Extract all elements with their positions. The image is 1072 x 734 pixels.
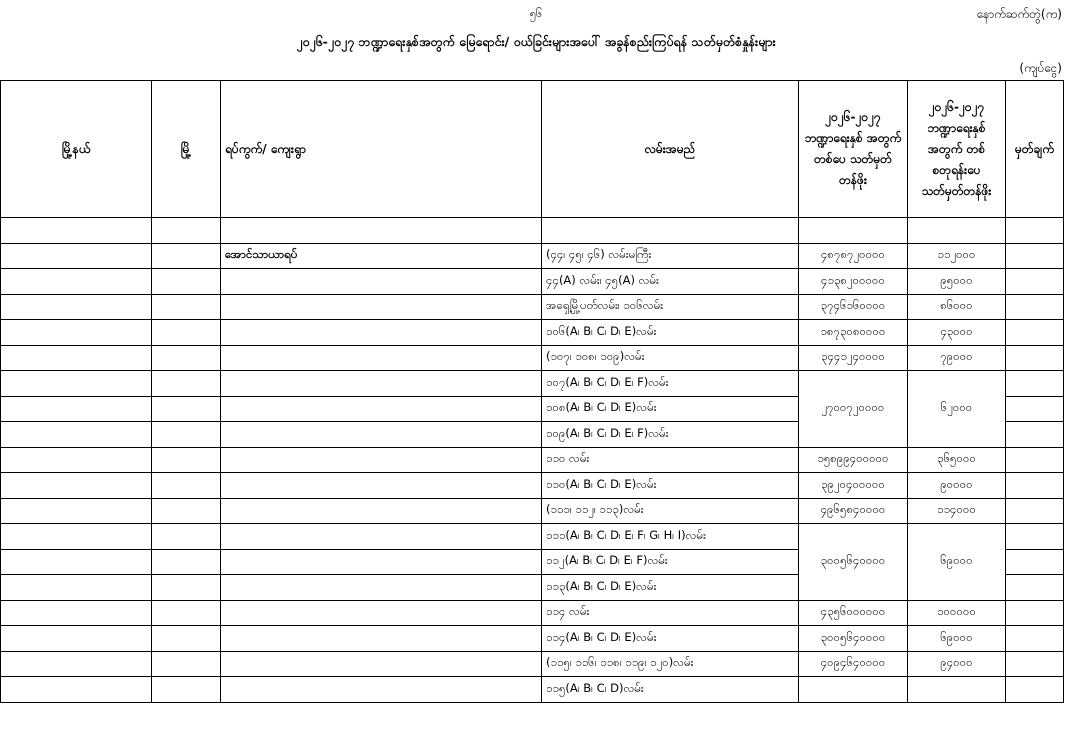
value-cell: ၄၃၀၀၀	[908, 320, 1006, 346]
district-cell	[1, 549, 152, 575]
value-cell: ၉၅၀၀၀	[908, 269, 1006, 295]
remarks-cell	[1006, 524, 1064, 550]
value-cell: ၆၉၀၀၀	[908, 626, 1006, 652]
value-cell: ၂၇၀၀၇၂၀၀၀၀	[799, 371, 908, 448]
street-cell: ၁၁၀(A၊ B၊ C၊ D၊ E)လမ်း	[542, 473, 799, 499]
remarks-cell	[1006, 549, 1064, 575]
ward-cell	[221, 651, 542, 677]
value-cell: ၃၄၄၁၂၄၀၀၀၀	[799, 345, 908, 371]
ward-cell	[221, 396, 542, 422]
ward-cell	[221, 575, 542, 601]
ward-cell	[221, 269, 542, 295]
street-cell: ၁၁၀ လမ်း	[542, 447, 799, 473]
value-cell: ၄၁၃၈၂၀၀၀၀၀	[799, 269, 908, 295]
ward-cell	[221, 498, 542, 524]
table-row	[1, 294, 1064, 320]
table-row	[1, 651, 1064, 677]
value-cell	[799, 218, 908, 244]
town-cell	[152, 473, 221, 499]
town-cell	[152, 345, 221, 371]
remarks-cell	[1006, 498, 1064, 524]
town-cell	[152, 269, 221, 295]
ward-cell	[221, 422, 542, 448]
district-cell	[1, 600, 152, 626]
street-cell: ၄၄(A) လမ်း၊ ၄၅(A) လမ်း	[542, 269, 799, 295]
ward-cell	[221, 549, 542, 575]
ward-name-cell: အောင်သာယာရပ်	[221, 243, 542, 269]
ward-cell	[221, 524, 542, 550]
ward-cell	[221, 294, 542, 320]
street-cell: (၄၄၊ ၄၅၊ ၄၆) လမ်းမကြီး	[542, 243, 799, 269]
town-cell	[152, 218, 221, 244]
ward-cell	[221, 371, 542, 397]
value-cell: ၇၉၀၀၀	[908, 345, 1006, 371]
ward-cell	[221, 600, 542, 626]
town-cell	[152, 600, 221, 626]
district-cell	[1, 243, 152, 269]
value-cell: ၁၀၀၀၀၀	[908, 600, 1006, 626]
header-town: မြို့	[152, 81, 221, 218]
street-cell: ၁၀၆(A၊ B၊ C၊ D၊ E)လမ်း	[542, 320, 799, 346]
remarks-cell	[1006, 626, 1064, 652]
value-cell: ၄၃၅၆၀၀၀၀၀၀	[799, 600, 908, 626]
district-cell	[1, 320, 152, 346]
header-remarks: မှတ်ချက်	[1006, 81, 1064, 218]
value-cell: ၁၅၈၉၉၄၀၀၀၀၀	[799, 447, 908, 473]
header-district: မြို့နယ်	[1, 81, 152, 218]
district-cell	[1, 422, 152, 448]
district-cell	[1, 473, 152, 499]
street-cell: ၁၁၅(A၊ B၊ C၊ D)လမ်း	[542, 677, 799, 703]
value-cell: ၉၄၀၀၀	[908, 651, 1006, 677]
street-cell: အရှေ့မြို့ပတ်လမ်း၊ ၁၀၆လမ်း	[542, 294, 799, 320]
district-cell	[1, 269, 152, 295]
ward-cell	[221, 320, 542, 346]
remarks-cell	[1006, 320, 1064, 346]
street-cell: ၁၁၂(A၊ B၊ C၊ D၊ E၊ F)လမ်း	[542, 549, 799, 575]
value-cell: ၁၁၂၀၀၀	[908, 243, 1006, 269]
ward-cell	[221, 473, 542, 499]
town-cell	[152, 320, 221, 346]
street-cell: ၁၁၄ လမ်း	[542, 600, 799, 626]
table-row	[1, 345, 1064, 371]
table-row	[1, 626, 1064, 652]
town-cell	[152, 243, 221, 269]
header-value-per-sqft: ၂၀၂၆-၂၀၂၇ ဘဏ္ဍာရေးနှစ် အတွက် တစ်ပေ သတ်မှတ်တန်ဖိုး	[799, 81, 908, 218]
district-cell	[1, 294, 152, 320]
value-cell	[908, 218, 1006, 244]
remarks-cell	[1006, 396, 1064, 422]
street-cell: ၁၁၄(A၊ B၊ C၊ D၊ E)လမ်း	[542, 626, 799, 652]
table-row	[1, 677, 1064, 703]
value-cell	[908, 677, 1006, 703]
street-cell	[542, 218, 799, 244]
value-cell: ၃၆၅၀၀၀	[908, 447, 1006, 473]
table-row	[1, 447, 1064, 473]
remarks-cell	[1006, 371, 1064, 397]
town-cell	[152, 524, 221, 550]
remarks-cell	[1006, 473, 1064, 499]
district-cell	[1, 447, 152, 473]
street-cell: ၁၀၈(A၊ B၊ C၊ D၊ E)လမ်း	[542, 396, 799, 422]
street-cell: (၁၁၅၊ ၁၁၆၊ ၁၁၈၊ ၁၁၉၊ ၁၂၀)လမ်း	[542, 651, 799, 677]
district-cell	[1, 371, 152, 397]
town-cell	[152, 294, 221, 320]
district-cell	[1, 498, 152, 524]
value-cell: ၆၉၀၀၀	[908, 524, 1006, 601]
remarks-cell	[1006, 575, 1064, 601]
district-cell	[1, 677, 152, 703]
ward-cell	[221, 218, 542, 244]
street-cell: (၁၀၇၊ ၁၀၈၊ ၁၀၉)လမ်း	[542, 345, 799, 371]
table-row	[1, 218, 1064, 244]
value-cell	[799, 677, 908, 703]
page-number: ၅၆	[529, 7, 543, 20]
street-cell: ၁၀၉(A၊ B၊ C၊ D၊ E၊ F)လမ်း	[542, 422, 799, 448]
district-cell	[1, 651, 152, 677]
remarks-cell	[1006, 269, 1064, 295]
district-cell	[1, 524, 152, 550]
value-cell: ၃၇၄၆၁၆၀၀၀၀	[799, 294, 908, 320]
town-cell	[152, 677, 221, 703]
district-cell	[1, 626, 152, 652]
district-cell	[1, 575, 152, 601]
town-cell	[152, 498, 221, 524]
remarks-cell	[1006, 600, 1064, 626]
value-cell: ၈၆၀၀၀	[908, 294, 1006, 320]
table-row	[1, 243, 1064, 269]
value-cell: ၄၈၇၈၇၂၀၀၀၀	[799, 243, 908, 269]
annex-label: နောက်ဆက်တွဲ(က)	[976, 7, 1062, 21]
remarks-cell	[1006, 651, 1064, 677]
street-cell: ၁၁၁(A၊ B၊ C၊ D၊ E၊ F၊ G၊ H၊ I)လမ်း	[542, 524, 799, 550]
ward-cell	[221, 447, 542, 473]
district-cell	[1, 218, 152, 244]
table-row	[1, 371, 1064, 397]
street-cell: (၁၁၁၊ ၁၁၂၊ ၁၁၃)လမ်း	[542, 498, 799, 524]
header-value-per-sqyd: ၂၀၂၆-၂၀၂၇ ဘဏ္ဍာရေးနှစ် အတွက် တစ်စတုရန်းပေ သတ်မှတ်တန်ဖိုး	[908, 81, 1006, 218]
value-cell: ၉၀၀၀၀	[908, 473, 1006, 499]
ward-cell	[221, 677, 542, 703]
document-title: ၂၀၂၆-၂၀၂၇ ဘဏ္ဍာရေးနှစ်အတွက် မြေရောင်း/ ဝယ်ခြင်းများအပေါ် အခွန်စည်းကြပ်ရန် သတ်မှတ်စံနှုန်းများ	[296, 34, 776, 49]
table-row	[1, 320, 1064, 346]
remarks-cell	[1006, 677, 1064, 703]
street-cell: ၁၁၃(A၊ B၊ C၊ D၊ E)လမ်း	[542, 575, 799, 601]
district-cell	[1, 345, 152, 371]
remarks-cell	[1006, 345, 1064, 371]
table-row	[1, 473, 1064, 499]
value-cell: ၃၉၂၀၄၀၀၀၀၀	[799, 473, 908, 499]
table-row	[1, 498, 1064, 524]
value-cell: ၄၀၉၄၆၄၀၀၀၀	[799, 651, 908, 677]
remarks-cell	[1006, 218, 1064, 244]
remarks-cell	[1006, 243, 1064, 269]
value-cell: ၁၈၇၃၀၈၀၀၀၀	[799, 320, 908, 346]
value-cell: ၄၉၆၅၈၄၀၀၀၀	[799, 498, 908, 524]
town-cell	[152, 575, 221, 601]
ward-cell	[221, 626, 542, 652]
district-cell	[1, 396, 152, 422]
value-cell: ၁၁၄၀၀၀	[908, 498, 1006, 524]
value-cell: ၃၀၀၅၆၄၀၀၀၀	[799, 626, 908, 652]
ward-cell	[221, 345, 542, 371]
table-row	[1, 600, 1064, 626]
town-cell	[152, 371, 221, 397]
town-cell	[152, 447, 221, 473]
remarks-cell	[1006, 294, 1064, 320]
value-cell: ၆၂၀၀၀	[908, 371, 1006, 448]
value-cell: ၃၀၀၅၆၄၀၀၀၀	[799, 524, 908, 601]
currency-unit: (ကျပ်ငွေ)	[1019, 61, 1062, 75]
header-ward: ရပ်ကွက်/ ကျေးရွာ	[221, 81, 542, 218]
header-row	[1, 81, 1064, 218]
table-row	[1, 524, 1064, 550]
remarks-cell	[1006, 447, 1064, 473]
town-cell	[152, 626, 221, 652]
header-street: လမ်းအမည်	[542, 81, 799, 218]
town-cell	[152, 396, 221, 422]
town-cell	[152, 549, 221, 575]
table-row	[1, 269, 1064, 295]
valuation-table	[0, 80, 1064, 703]
town-cell	[152, 422, 221, 448]
remarks-cell	[1006, 422, 1064, 448]
street-cell: ၁၀၇(A၊ B၊ C၊ D၊ E၊ F)လမ်း	[542, 371, 799, 397]
town-cell	[152, 651, 221, 677]
